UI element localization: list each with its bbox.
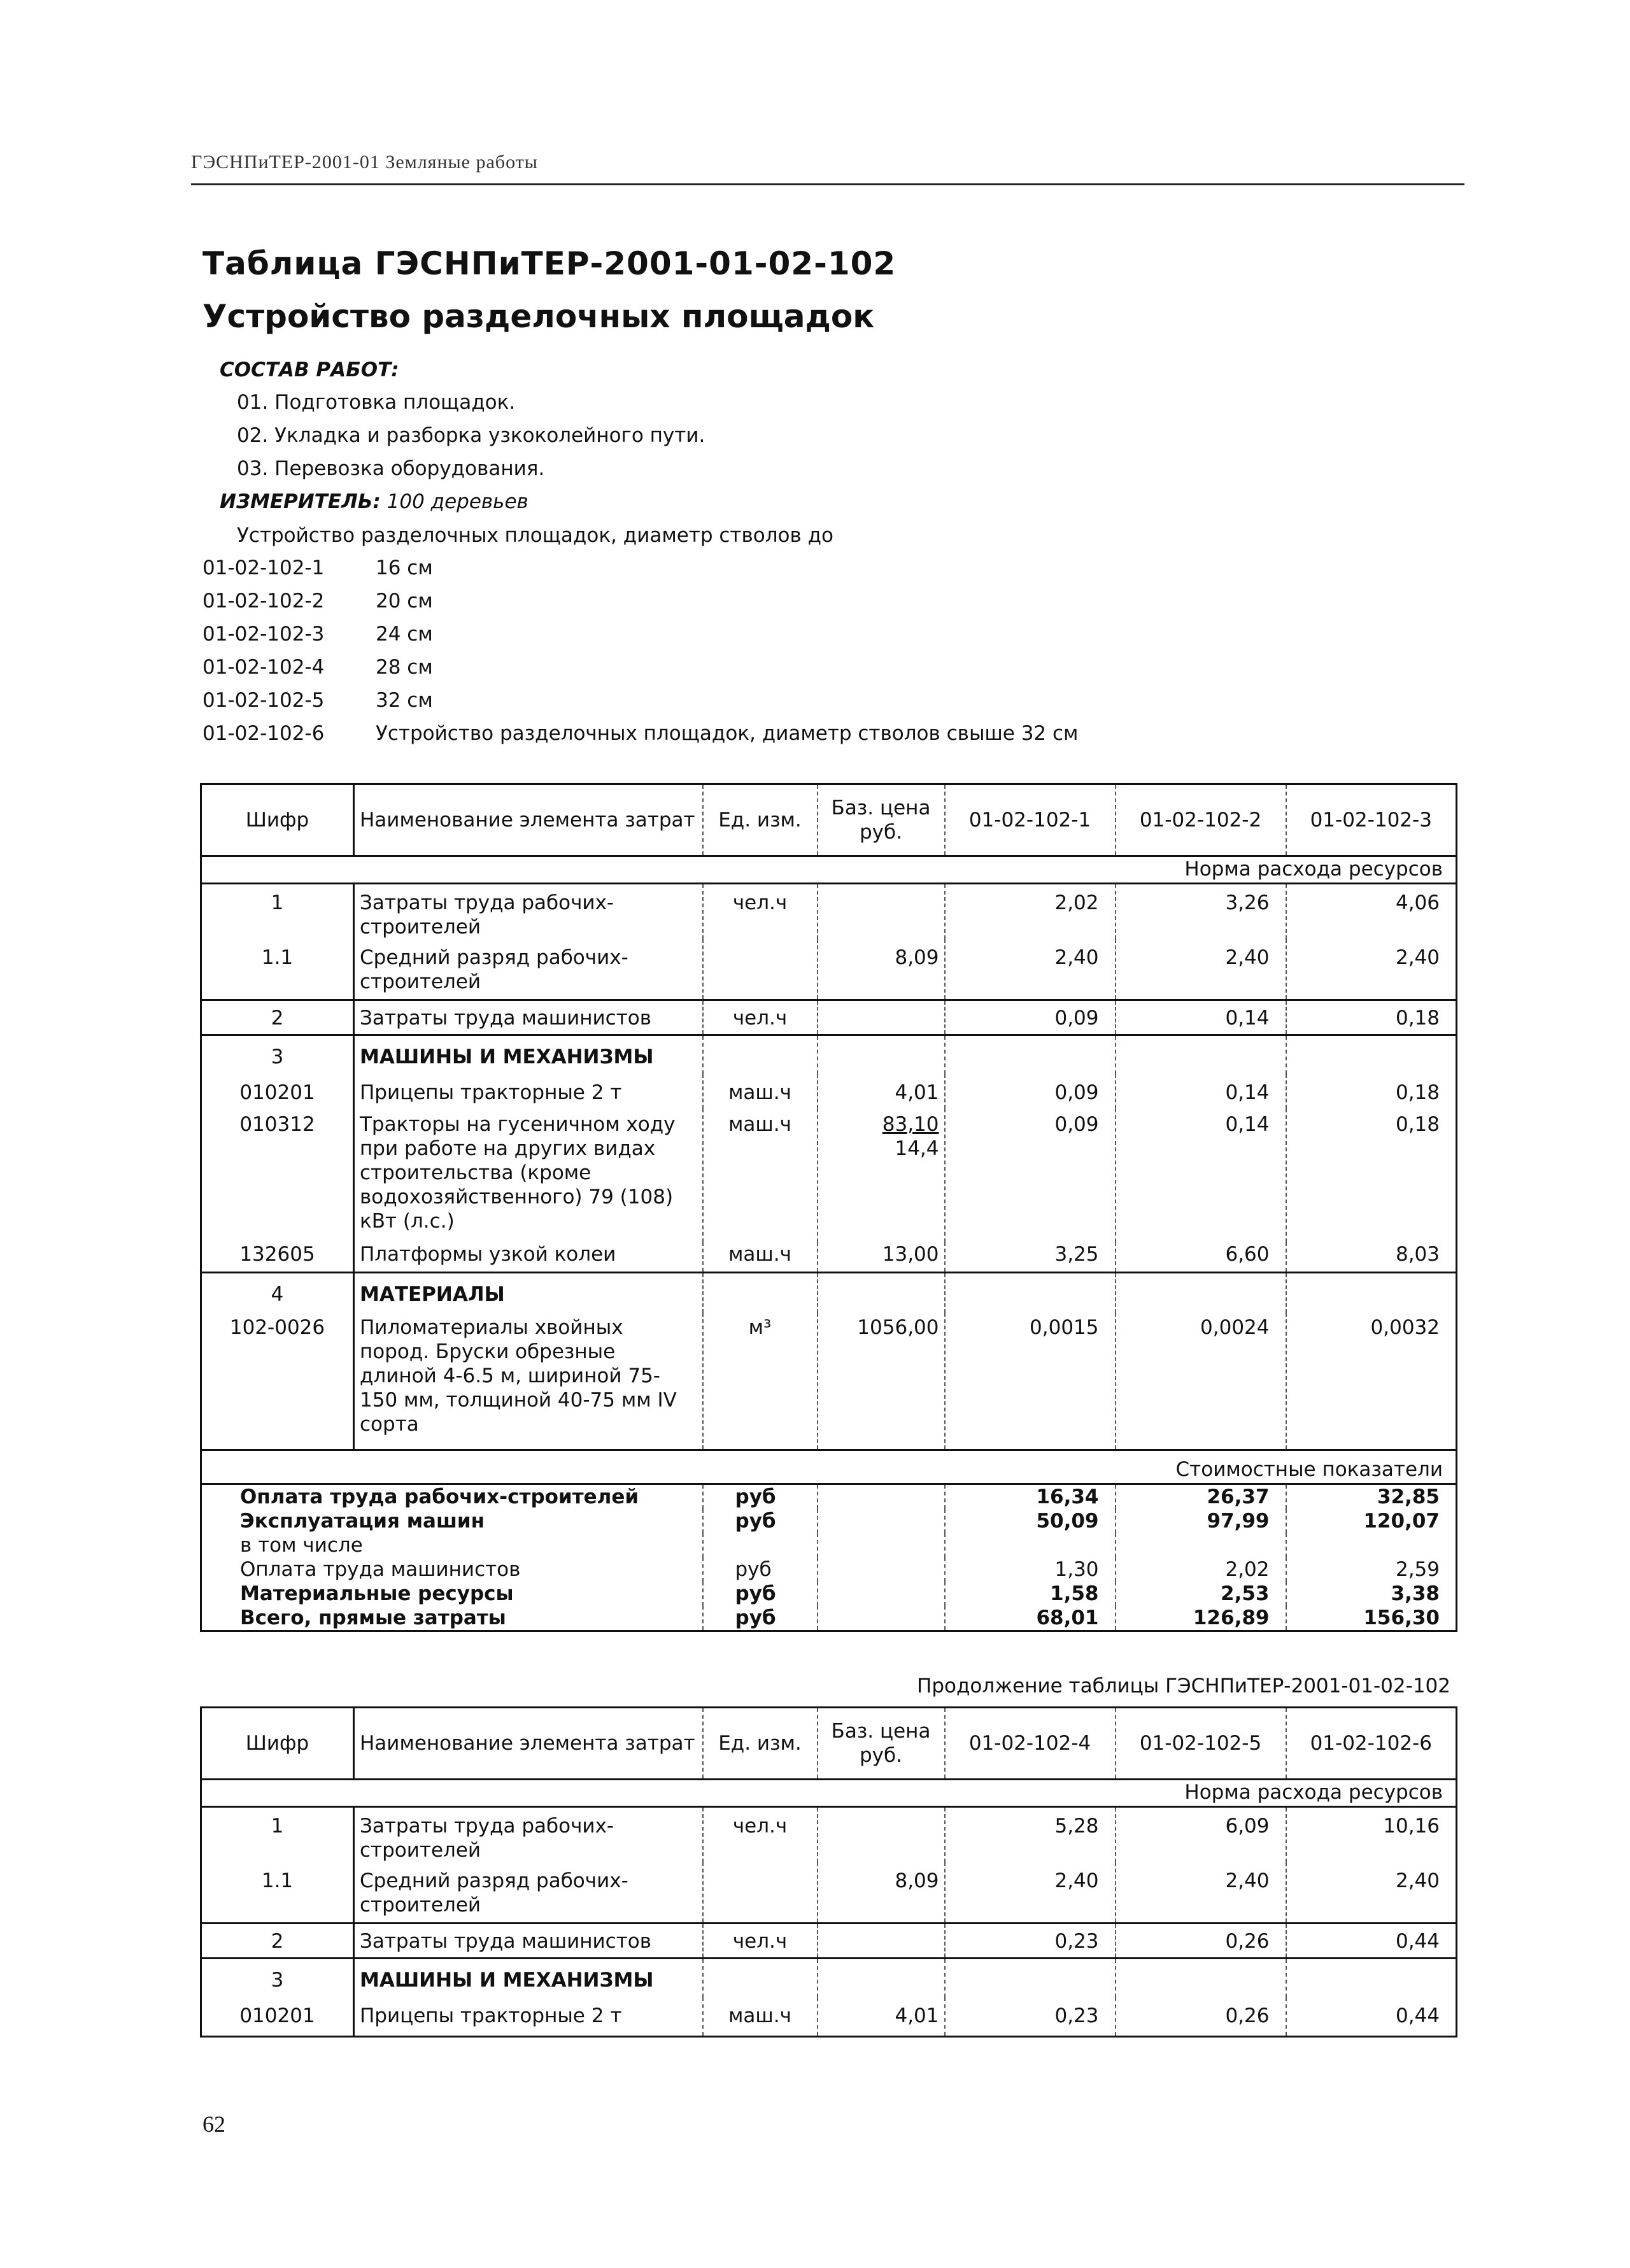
cell-code: 1 [201,884,354,940]
cell-unit [703,1862,818,1924]
cost-value: 1,58 [945,1582,1116,1606]
cell-code: 102-0026 [201,1313,354,1450]
col-header: 01-02-102-4 [945,1708,1116,1780]
cost-value: 50,09 [945,1509,1116,1533]
cell-code: 1.1 [201,1862,354,1924]
cost-value: 2,02 [1116,1557,1286,1582]
cost-value: 3,38 [1286,1582,1457,1606]
cost-value: 2,59 [1286,1557,1457,1582]
table-header-row [201,1708,1457,1780]
code-value: 24 см [376,623,433,646]
cell-name: Пиломатериалы хвойных пород. Бруски обрезные длиной 4-6.5 м, шириной 75-150 мм, толщиной 40-75 мм IV сорта [354,1313,703,1450]
code-id: 01-02-102-6 [202,722,325,745]
col-header: Ед. изм. [703,1708,818,1780]
cell-code: 1.1 [201,939,354,1000]
cell-value: 2,40 [1116,1862,1286,1924]
resource-table-1 [200,783,1457,1632]
cost-value: 2,53 [1116,1582,1286,1606]
code-value: 16 см [376,556,433,579]
izmeritel [220,490,528,513]
cell-unit: чел.ч [703,1807,818,1863]
cell-price: 8,09 [818,1862,945,1924]
cell-value: 0,26 [1116,1997,1286,2037]
cost-unit: руб [703,1484,818,1510]
col-header: 01-02-102-2 [1116,784,1286,856]
cost-value: 16,34 [945,1484,1116,1510]
cell-value: 0,14 [1116,1000,1286,1035]
col-header: Наименование элемента затрат [354,1708,703,1780]
cost-row [201,1606,1457,1631]
table-row [201,1109,1457,1242]
cell-price [818,884,945,940]
cell-value: 3,25 [945,1242,1116,1273]
cell-value: 0,0024 [1116,1313,1286,1450]
price-underlined: 83,10 [882,1113,939,1136]
cell-value: 2,40 [1116,939,1286,1000]
col-header: Шифр [201,784,354,856]
cost-row [201,1484,1457,1510]
code-id: 01-02-102-1 [202,556,325,579]
work-item: 01. Подготовка площадок. [237,391,516,414]
cell-code: 010201 [201,1997,354,2037]
cell-value: 0,09 [945,1074,1116,1109]
page-number: 62 [202,2111,225,2137]
table-row [201,1862,1457,1924]
cost-value: 1,30 [945,1557,1116,1582]
table-header-row [201,784,1457,856]
cell-price: 1056,00 [818,1313,945,1450]
cell-value: 0,14 [1116,1074,1286,1109]
cost-value: 97,99 [1116,1509,1286,1533]
table-row [201,1074,1457,1109]
cell-name: МАШИНЫ И МЕХАНИЗМЫ [354,1959,703,1998]
col-header: Баз. цена руб. [818,1708,945,1780]
col-header: 01-02-102-3 [1286,784,1457,856]
cell-name: Тракторы на гусеничном ходу при работе на других видах строительства (кроме водохозяйственного) 79 (108) кВт (л.с.) [354,1109,703,1242]
cost-value: 120,07 [1286,1509,1457,1533]
cell-value: 0,18 [1286,1074,1457,1109]
cell-value: 10,16 [1286,1807,1457,1863]
col-header: 01-02-102-1 [945,784,1116,856]
cell-code: 1 [201,1807,354,1863]
continuation-caption: Продолжение таблицы ГЭСНПиТЕР-2001-01-02-102 [917,1675,1450,1697]
cost-value: 68,01 [945,1606,1116,1631]
cell-value: 0,09 [945,1000,1116,1035]
code-id: 01-02-102-2 [202,590,325,613]
code-value: 32 см [376,689,433,712]
table-row [201,1000,1457,1035]
table-row [201,1959,1457,1998]
col-header: 01-02-102-6 [1286,1708,1457,1780]
cell-code: 2 [201,1000,354,1035]
cell-name: МАШИНЫ И МЕХАНИЗМЫ [354,1035,703,1075]
cell-name: Прицепы тракторные 2 т [354,1997,703,2037]
cell-price [818,1807,945,1863]
cost-name: Материальные ресурсы [201,1582,703,1606]
cell-value: 6,09 [1116,1807,1286,1863]
cell-value: 6,60 [1116,1242,1286,1273]
cell-code: 010312 [201,1109,354,1242]
cell-unit: маш.ч [703,1242,818,1273]
cost-value: 32,85 [1286,1484,1457,1510]
cost-unit: руб [703,1582,818,1606]
cell-value: 0,18 [1286,1000,1457,1035]
cell-value: 0,14 [1116,1109,1286,1242]
cost-name: Оплата труда рабочих-строителей [201,1484,703,1510]
cell-price [818,1924,945,1959]
table-row [201,939,1457,1000]
cell-code: 3 [201,1959,354,1998]
cell-price: 4,01 [818,1997,945,2037]
cost-unit: руб [703,1557,818,1582]
cell-unit: чел.ч [703,1000,818,1035]
cell-value: 0,09 [945,1109,1116,1242]
col-header: 01-02-102-5 [1116,1708,1286,1780]
code-value: 20 см [376,590,433,613]
cell-price: 13,00 [818,1242,945,1273]
cost-row [201,1509,1457,1533]
cell-name: Средний разряд рабочих-строителей [354,1862,703,1924]
cell-name: Средний разряд рабочих-строителей [354,939,703,1000]
cell-value: 0,18 [1286,1109,1457,1242]
norm-label: Норма расхода ресурсов [201,856,1457,884]
cost-unit: руб [703,1509,818,1533]
cell-price: 4,01 [818,1074,945,1109]
izmeritel-value: 100 деревьев [386,490,528,513]
cell-unit: чел.ч [703,884,818,940]
cell-value: 5,28 [945,1807,1116,1863]
cost-name: Оплата труда машинистов [201,1557,703,1582]
cost-value: 126,89 [1116,1606,1286,1631]
header-rule [191,183,1464,185]
cell-unit: чел.ч [703,1924,818,1959]
work-item: 02. Укладка и разборка узкоколейного пути. [237,424,705,447]
cell-name: Затраты труда машинистов [354,1924,703,1959]
col-header: Ед. изм. [703,784,818,856]
cell-code: 2 [201,1924,354,1959]
cost-name: Эксплуатация машин [201,1509,703,1533]
code-value: Устройство разделочных площадок, диаметр стволов свыше 32 см [376,722,1079,745]
code-id: 01-02-102-5 [202,689,325,712]
cell-code: 010201 [201,1074,354,1109]
cell-name: Платформы узкой колеи [354,1242,703,1273]
table-row [201,1035,1457,1075]
cell-value: 8,03 [1286,1242,1457,1273]
cost-row [201,1557,1457,1582]
cell-unit [703,939,818,1000]
cost-value: 26,37 [1116,1484,1286,1510]
cost-row [201,1582,1457,1606]
cell-code: 3 [201,1035,354,1075]
cell-unit: маш.ч [703,1074,818,1109]
description: Устройство разделочных площадок, диаметр стволов до [237,524,834,547]
cell-value: 2,40 [1286,939,1457,1000]
cell-value: 0,0015 [945,1313,1116,1450]
cost-name: Всего, прямые затраты [201,1606,703,1631]
code-id: 01-02-102-4 [202,656,325,679]
cell-value: 0,23 [945,1924,1116,1959]
cell-value: 2,40 [945,1862,1116,1924]
cost-unit: руб [703,1606,818,1631]
cost-label: Стоимостные показатели [201,1450,1457,1484]
table-row [201,1313,1457,1450]
cost-name: в том числе [201,1533,703,1557]
cell-name: МАТЕРИАЛЫ [354,1273,703,1314]
cell-name: Затраты труда рабочих-строителей [354,1807,703,1863]
cell-code: 132605 [201,1242,354,1273]
cell-value: 0,26 [1116,1924,1286,1959]
running-header: ГЭСНПиТЕР-2001-01 Земляные работы [191,152,538,173]
cell-unit: маш.ч [703,1109,818,1242]
cell-unit: м³ [703,1313,818,1450]
table-title: Таблица ГЭСНПиТЕР-2001-01-02-102 [202,245,896,282]
cell-value: 0,44 [1286,1924,1457,1959]
table-row [201,1807,1457,1863]
table-row [201,1242,1457,1273]
cell-name: Затраты труда машинистов [354,1000,703,1035]
work-item: 03. Перевозка оборудования. [237,457,545,480]
table-row [201,1924,1457,1959]
resource-table-2 [200,1706,1457,2038]
cell-price [818,1109,945,1242]
code-id: 01-02-102-3 [202,623,325,646]
cell-value: 2,40 [1286,1862,1457,1924]
cell-value: 4,06 [1286,884,1457,940]
col-header: Шифр [201,1708,354,1780]
cell-name: Затраты труда рабочих-строителей [354,884,703,940]
col-header: Баз. цена руб. [818,784,945,856]
cell-value: 0,44 [1286,1997,1457,2037]
cell-price [818,1000,945,1035]
col-header: Наименование элемента затрат [354,784,703,856]
cell-unit: маш.ч [703,1997,818,2037]
sostav-label: СОСТАВ РАБОТ: [220,358,399,381]
table-row [201,1273,1457,1314]
izmeritel-label: ИЗМЕРИТЕЛЬ: [220,490,381,513]
cell-price: 8,09 [818,939,945,1000]
table-row [201,1997,1457,2037]
cost-row [201,1533,1457,1557]
cell-value: 0,0032 [1286,1313,1457,1450]
norm-label: Норма расхода ресурсов [201,1780,1457,1807]
cell-value: 3,26 [1116,884,1286,940]
cell-value: 2,02 [945,884,1116,940]
cell-code: 4 [201,1273,354,1314]
cell-value: 0,23 [945,1997,1116,2037]
cell-name: Прицепы тракторные 2 т [354,1074,703,1109]
table-subtitle: Устройство разделочных площадок [202,298,875,335]
price-second: 14,4 [895,1137,939,1160]
code-value: 28 см [376,656,433,679]
cost-value: 156,30 [1286,1606,1457,1631]
cell-value: 2,40 [945,939,1116,1000]
table-row [201,884,1457,940]
